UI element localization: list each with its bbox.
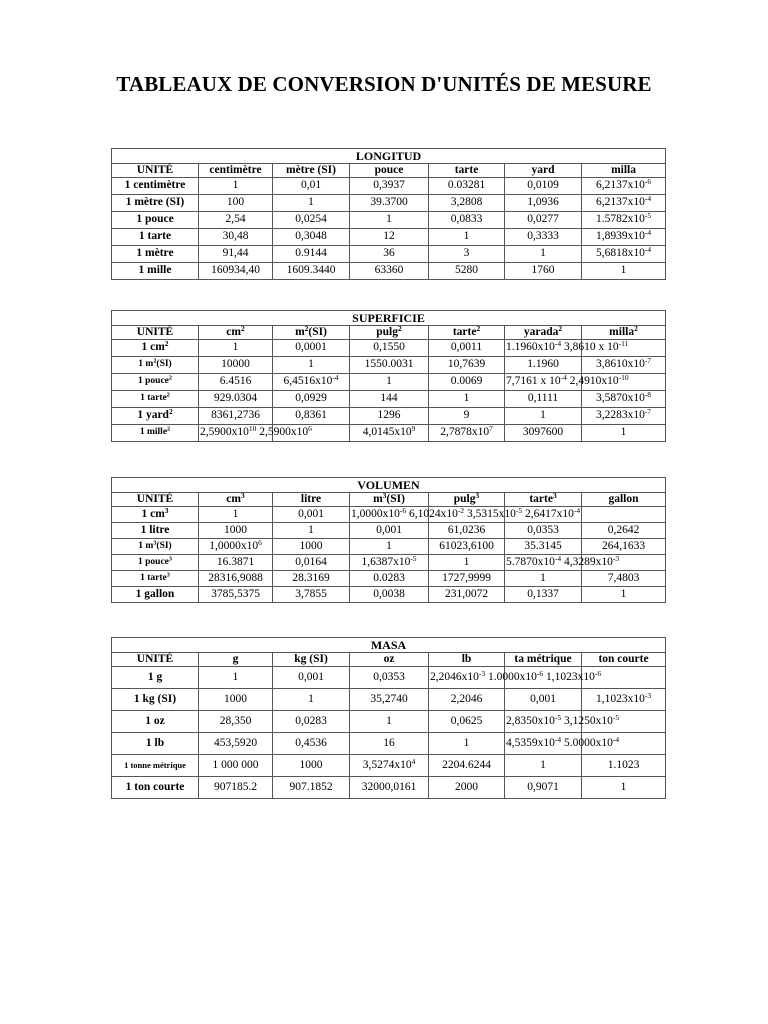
table-cell: 12 — [350, 229, 429, 246]
table-row — [112, 507, 666, 523]
table-cell: 264,1633 — [582, 539, 666, 555]
table-cell: 0,0833 — [429, 212, 505, 229]
column-header: centimètre — [199, 164, 273, 178]
table-cell: $2,2046x10^{-3}$ $1.0000x10^{-6}$ $1,1023x10^{-6}$ — [429, 667, 505, 689]
table-cell: $5.7870x10^{-4}$ $4,3289x10^{-3}$ — [505, 555, 582, 571]
table-cell: 1 — [582, 425, 666, 442]
row-label: 1 mille$^2$ — [112, 425, 199, 442]
table-cell: 1 — [429, 391, 505, 408]
column-header: kg (SI) — [273, 653, 350, 667]
table-cell: 35.3145 — [505, 539, 582, 555]
table-volumen — [111, 477, 666, 603]
table-row — [112, 391, 666, 408]
table-cell: 1 — [273, 195, 350, 212]
table-cell: 28316,9088 — [199, 571, 273, 587]
table-cell: 2,2046 — [429, 689, 505, 711]
table-row — [112, 711, 666, 733]
table-cell: 1609.3440 — [273, 263, 350, 280]
table-cell: 0,0283 — [273, 711, 350, 733]
table-cell: 2000 — [429, 777, 505, 799]
table-row — [112, 374, 666, 391]
table-caption: LONGITUD — [112, 149, 666, 164]
table-row — [112, 425, 666, 442]
column-header: UNITÉ — [112, 493, 199, 507]
column-header: $cm^3$ — [199, 493, 273, 507]
column-header: ton courte — [582, 653, 666, 667]
column-header: lb — [429, 653, 505, 667]
table-cell: 1 — [505, 408, 582, 425]
table-cell: 1 — [505, 571, 582, 587]
table-cell: 0,4536 — [273, 733, 350, 755]
table-row — [112, 667, 666, 689]
table-row — [112, 263, 666, 280]
table-cell: 63360 — [350, 263, 429, 280]
table-cell: 0,001 — [505, 689, 582, 711]
table-cell: 28,350 — [199, 711, 273, 733]
row-label: 1 ton courte — [112, 777, 199, 799]
table-cell: 0,0929 — [273, 391, 350, 408]
table-cell: 1 — [350, 374, 429, 391]
column-header: UNITÉ — [112, 326, 199, 340]
row-label: 1 tarte$^3$ — [112, 571, 199, 587]
table-cell: 0,0164 — [273, 555, 350, 571]
table-cell: 0,0625 — [429, 711, 505, 733]
table-cell: 0,01 — [273, 178, 350, 195]
table-cell: 1 — [199, 667, 273, 689]
table-cell: 1 — [199, 340, 273, 357]
row-label: 1 lb — [112, 733, 199, 755]
table-row — [112, 523, 666, 539]
table-row — [112, 408, 666, 425]
table-cell: 1 — [350, 212, 429, 229]
table-cell — [582, 507, 666, 523]
table-cell: 1 — [273, 689, 350, 711]
table-cell: 1727,9999 — [429, 571, 505, 587]
table-cell: $4,0145x10^9$ — [350, 425, 429, 442]
table-masa — [111, 637, 666, 799]
table-row — [112, 689, 666, 711]
table-cell: 0.03281 — [429, 178, 505, 195]
column-header: $cm^2$ — [199, 326, 273, 340]
table-cell: $2,7878x10^7$ — [429, 425, 505, 442]
table-row — [112, 571, 666, 587]
table-cell: $3,8610x10^{-7}$ — [582, 357, 666, 374]
table-cell: 1000 — [273, 755, 350, 777]
table-cell: 32000,0161 — [350, 777, 429, 799]
table-cell: $1,6387x10^{-5}$ — [350, 555, 429, 571]
table-cell: 0,0353 — [350, 667, 429, 689]
table-cell: $6,2137x10^{-4}$ — [582, 195, 666, 212]
table-cell: 0,3048 — [273, 229, 350, 246]
table-cell: 0.0283 — [350, 571, 429, 587]
table-cell: 1.1023 — [582, 755, 666, 777]
table-cell: 1 — [199, 178, 273, 195]
table-row — [112, 357, 666, 374]
table-cell: 2204.6244 — [429, 755, 505, 777]
table-cell: 28.3169 — [273, 571, 350, 587]
table-cell: 160934,40 — [199, 263, 273, 280]
table-cell: 907.1852 — [273, 777, 350, 799]
table-cell: 3097600 — [505, 425, 582, 442]
table-cell: 10000 — [199, 357, 273, 374]
table-cell: 1000 — [273, 539, 350, 555]
table-cell: 7,4803 — [582, 571, 666, 587]
table-cell: 35,2740 — [350, 689, 429, 711]
table-cell: 1 — [429, 555, 505, 571]
column-header: tarte — [429, 164, 505, 178]
column-header: g — [199, 653, 273, 667]
column-header: UNITÉ — [112, 164, 199, 178]
table-cell: $2,8350x10^{-5}$ $3,1250x10^{-5}$ — [505, 711, 582, 733]
table-row — [112, 212, 666, 229]
table-cell: 0,001 — [273, 667, 350, 689]
table-cell: 39.3700 — [350, 195, 429, 212]
table-cell: 1 — [350, 539, 429, 555]
table-superficie — [111, 310, 666, 442]
table-cell: $5,6818x10^{-4}$ — [582, 246, 666, 263]
column-header: $m^3(SI)$ — [350, 493, 429, 507]
table-cell: $6,2137x10^{-6}$ — [582, 178, 666, 195]
table-cell: 1 — [350, 711, 429, 733]
table-cell: 0,0353 — [505, 523, 582, 539]
row-label: 1 tarte — [112, 229, 199, 246]
row-label: 1 mètre (SI) — [112, 195, 199, 212]
table-cell: 8361,2736 — [199, 408, 273, 425]
table-cell: 0,1337 — [505, 587, 582, 603]
table-cell: 0,0001 — [273, 340, 350, 357]
table-cell: 1 000 000 — [199, 755, 273, 777]
row-label: 1 tonne métrique — [112, 755, 199, 777]
table-row — [112, 555, 666, 571]
table-cell: 7,7161 x $10^{-4}$ $2,4910x10^{-10}$ — [505, 374, 582, 391]
table-cell: $1,1023x10^{-3}$ — [582, 689, 666, 711]
table-cell: 1760 — [505, 263, 582, 280]
table-cell: 2,54 — [199, 212, 273, 229]
table-cell: 0,9071 — [505, 777, 582, 799]
table-cell: 0,0109 — [505, 178, 582, 195]
column-header: $m^2(SI)$ — [273, 326, 350, 340]
table-cell: 0.9144 — [273, 246, 350, 263]
table-cell: 91,44 — [199, 246, 273, 263]
table-row — [112, 246, 666, 263]
table-cell: $1,0000x10^6$ — [199, 539, 273, 555]
row-label: 1 mètre — [112, 246, 199, 263]
table-cell: 0,1550 — [350, 340, 429, 357]
table-cell: 231,0072 — [429, 587, 505, 603]
column-header: litre — [273, 493, 350, 507]
row-label: 1 $cm^2$ — [112, 340, 199, 357]
table-cell: 6.4516 — [199, 374, 273, 391]
row-label: 1 pouce$^3$ — [112, 555, 199, 571]
table-row — [112, 195, 666, 212]
row-label: 1 g — [112, 667, 199, 689]
table-cell: 10,7639 — [429, 357, 505, 374]
row-label: 1 oz — [112, 711, 199, 733]
table-caption: SUPERFICIE — [112, 311, 666, 326]
row-label: 1 pouce$^2$ — [112, 374, 199, 391]
table-cell: 1 — [582, 587, 666, 603]
row-label: 1 yard$^2$ — [112, 408, 199, 425]
column-header: milla — [582, 164, 666, 178]
column-header: ta métrique — [505, 653, 582, 667]
column-header: pulg$^2$ — [350, 326, 429, 340]
table-cell: 0,001 — [350, 523, 429, 539]
row-label: 1 $m^2(SI)$ — [112, 357, 199, 374]
column-header: pouce — [350, 164, 429, 178]
table-cell: 1 — [273, 523, 350, 539]
table-cell: 0,3937 — [350, 178, 429, 195]
table-cell: 1 — [273, 357, 350, 374]
table-cell: 0,0254 — [273, 212, 350, 229]
page-title: TABLEAUX DE CONVERSION D'UNITÉS DE MESURE — [116, 72, 652, 96]
table-cell: 0,2642 — [582, 523, 666, 539]
table-cell: 1 — [429, 733, 505, 755]
table-cell: $3,2283x10^{-7}$ — [582, 408, 666, 425]
table-cell: 1 — [505, 755, 582, 777]
column-header: pulg$^3$ — [429, 493, 505, 507]
column-header: mètre (SI) — [273, 164, 350, 178]
row-label: 1 centimètre — [112, 178, 199, 195]
table-cell: $1.5782x10^{-5}$ — [582, 212, 666, 229]
column-header: gallon — [582, 493, 666, 507]
row-label: 1 gallon — [112, 587, 199, 603]
table-cell: 3,2808 — [429, 195, 505, 212]
column-header: UNITÉ — [112, 653, 199, 667]
table-cell: 0,8361 — [273, 408, 350, 425]
column-header: yard — [505, 164, 582, 178]
table-cell: 0,0038 — [350, 587, 429, 603]
column-header: milla$^2$ — [582, 326, 666, 340]
table-cell: 1 — [505, 246, 582, 263]
table-cell: 144 — [350, 391, 429, 408]
table-cell: 1.1960 — [505, 357, 582, 374]
table-cell: 3785,5375 — [199, 587, 273, 603]
table-cell: 36 — [350, 246, 429, 263]
table-cell: 0,1111 — [505, 391, 582, 408]
table-cell: 1 — [582, 263, 666, 280]
table-row — [112, 755, 666, 777]
table-cell: 0,001 — [273, 507, 350, 523]
table-cell: 1000 — [199, 689, 273, 711]
row-label: 1 pouce — [112, 212, 199, 229]
table-cell: 3,7855 — [273, 587, 350, 603]
table-cell: 0.0069 — [429, 374, 505, 391]
column-header: tarte$^2$ — [429, 326, 505, 340]
row-label: 1 $cm^3$ — [112, 507, 199, 523]
table-cell: $1,0000x10^{-6}$ $6,1024x10^{-2}$ $3,5315x10^{-5}$ $2,6417x10^{-4}$ — [350, 507, 429, 523]
table-cell: 1550.0031 — [350, 357, 429, 374]
table-cell: 3 — [429, 246, 505, 263]
column-header: yarada$^2$ — [505, 326, 582, 340]
table-cell: 1 — [199, 507, 273, 523]
table-cell: $2,5900x10^{10}$ $2,5900x10^6$ — [199, 425, 273, 442]
table-row — [112, 733, 666, 755]
row-label: 1 mille — [112, 263, 199, 280]
table-cell: $4,5359x10^{-4}$ $5.0000x10^{-4}$ — [505, 733, 582, 755]
table-cell: $3,5274x10^4$ — [350, 755, 429, 777]
row-label: 1 litre — [112, 523, 199, 539]
table-cell: $1.1960x10^{-4}$ 3,8610 x $10^{-11}$ — [505, 340, 582, 357]
row-label: 1 tarte$^2$ — [112, 391, 199, 408]
table-cell: 0,3333 — [505, 229, 582, 246]
table-row — [112, 340, 666, 357]
table-row — [112, 777, 666, 799]
table-cell: 0,0011 — [429, 340, 505, 357]
table-cell: 16 — [350, 733, 429, 755]
table-cell: 9 — [429, 408, 505, 425]
table-cell: 0,0277 — [505, 212, 582, 229]
table-cell: 453,5920 — [199, 733, 273, 755]
table-cell: 61023,6100 — [429, 539, 505, 555]
table-cell: $1,8939x10^{-4}$ — [582, 229, 666, 246]
column-header: oz — [350, 653, 429, 667]
table-cell: 907185.2 — [199, 777, 273, 799]
table-caption: MASA — [112, 638, 666, 653]
table-cell: 929.0304 — [199, 391, 273, 408]
table-row — [112, 539, 666, 555]
table-row — [112, 178, 666, 195]
table-longitud — [111, 148, 666, 280]
table-cell: 1 — [582, 777, 666, 799]
table-cell: 61,0236 — [429, 523, 505, 539]
table-cell: 100 — [199, 195, 273, 212]
table-cell: 16.3871 — [199, 555, 273, 571]
table-row — [112, 229, 666, 246]
table-cell: 5280 — [429, 263, 505, 280]
table-caption: VOLUMEN — [112, 478, 666, 493]
table-cell: $3,5870x10^{-8}$ — [582, 391, 666, 408]
row-label: 1 kg (SI) — [112, 689, 199, 711]
table-cell: 1,0936 — [505, 195, 582, 212]
table-cell: 1000 — [199, 523, 273, 539]
table-cell: $6,4516x10^{-4}$ — [273, 374, 350, 391]
table-cell: 1 — [429, 229, 505, 246]
table-cell: 30,48 — [199, 229, 273, 246]
table-row — [112, 587, 666, 603]
column-header: tarte$^3$ — [505, 493, 582, 507]
table-cell: 1296 — [350, 408, 429, 425]
row-label: 1 $m^3(SI)$ — [112, 539, 199, 555]
